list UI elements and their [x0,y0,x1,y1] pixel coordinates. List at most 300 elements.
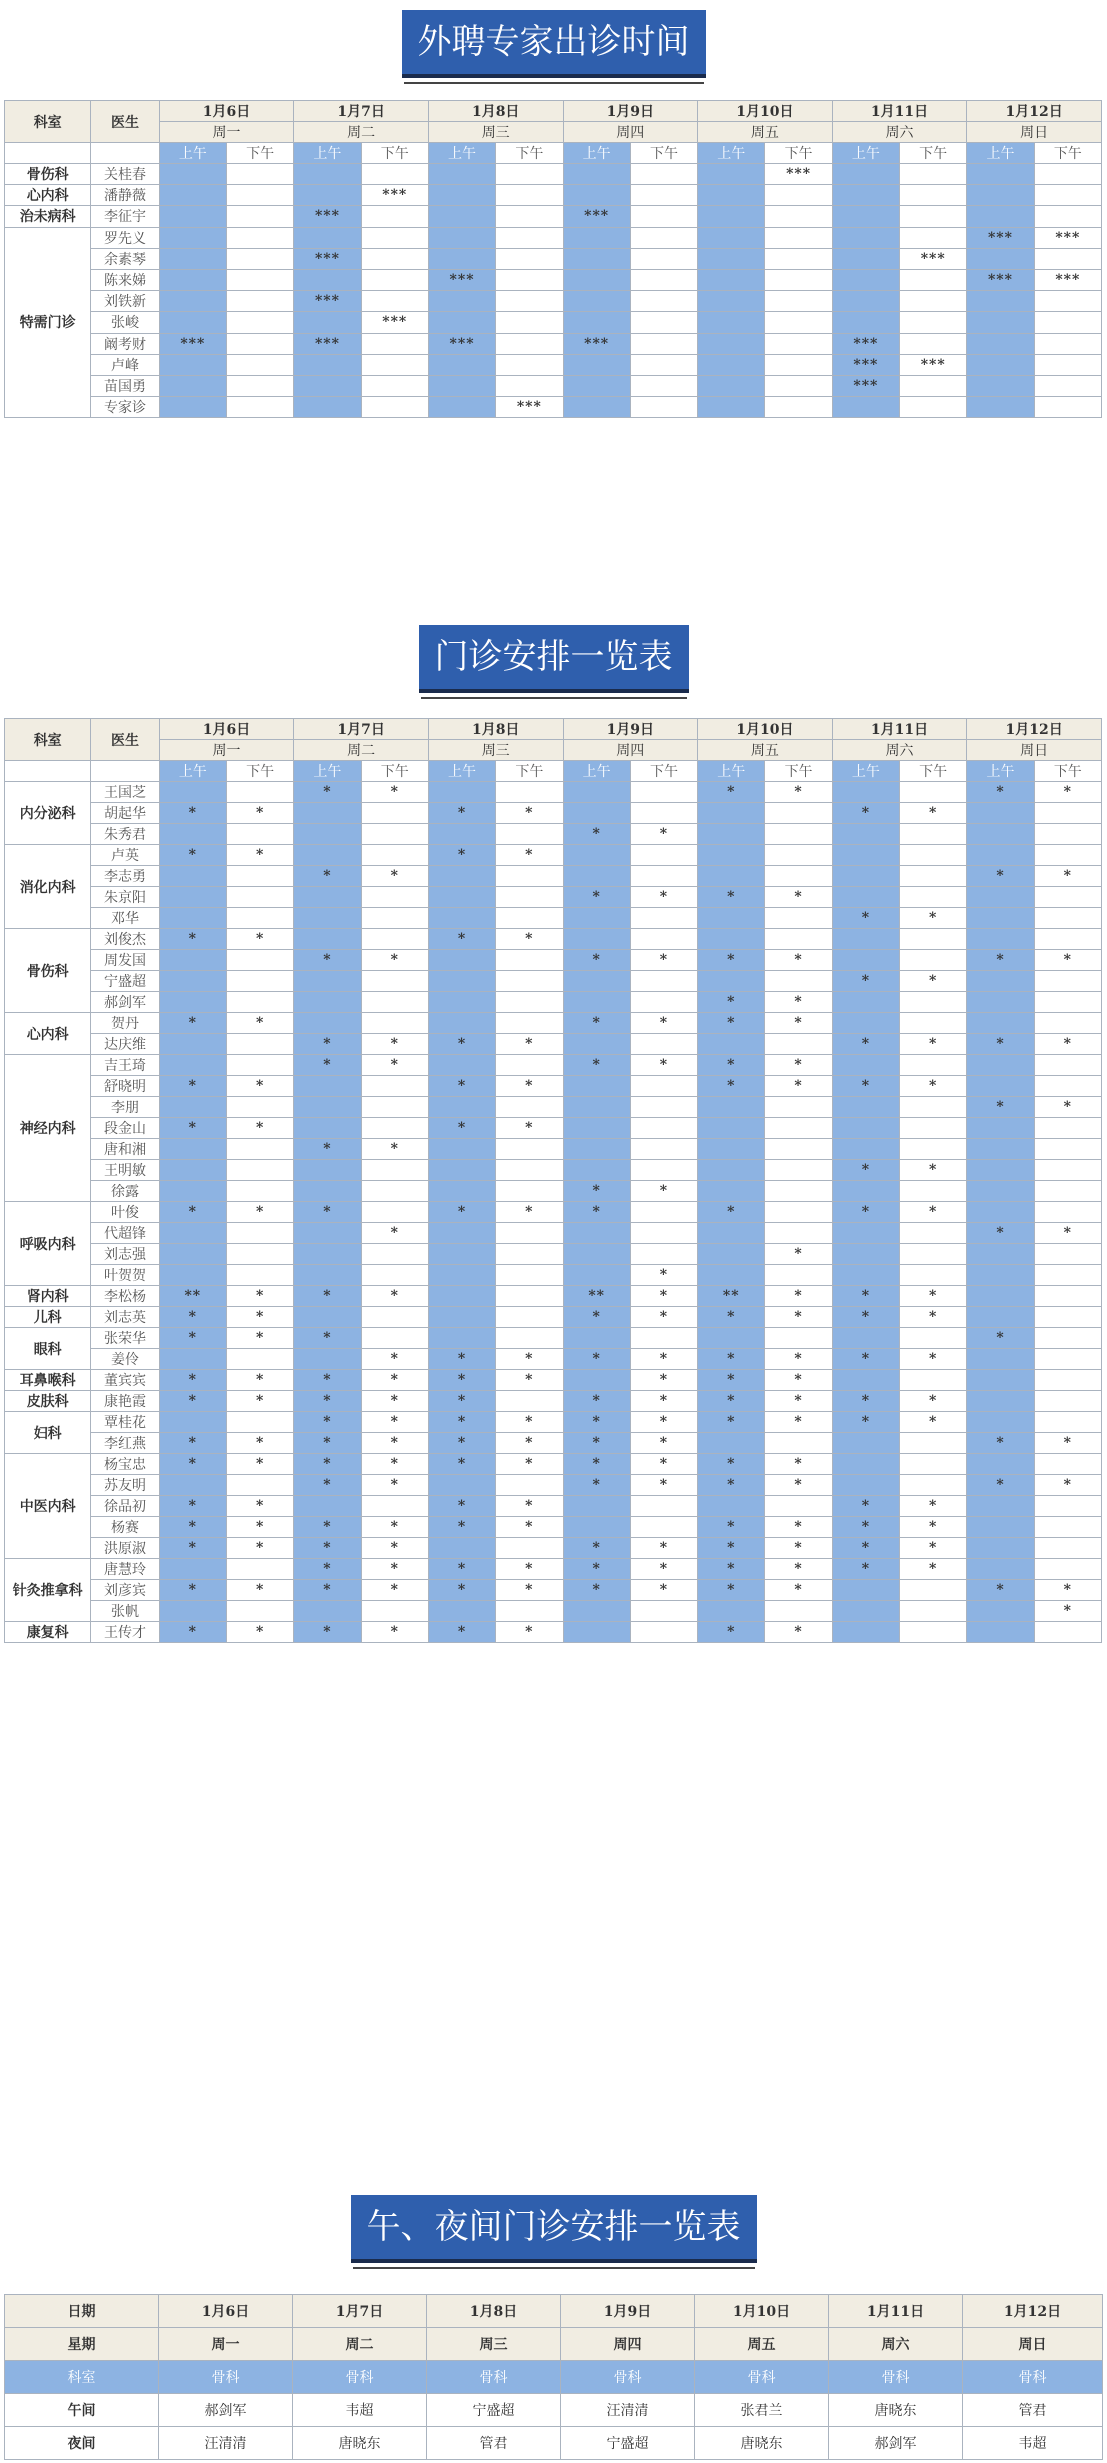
slot-cell: * [832,1202,899,1223]
slot-cell [1034,1538,1101,1559]
slot-cell [294,1349,361,1370]
slot-cell [563,1223,630,1244]
table-row [5,1433,1102,1454]
doctor-cell: 张帆 [91,1601,159,1622]
slot-cell [698,1433,765,1454]
slot-cell: * [698,1391,765,1412]
slot-cell [294,269,361,290]
slot-cell [698,206,765,227]
slot-cell [698,312,765,333]
slot-cell: * [496,1454,563,1475]
title-wrap-1 [0,10,1107,78]
doctor-cell: 邓华 [91,908,159,929]
night-cell: 唐晓东 [695,2427,829,2460]
slot-cell [496,1181,563,1202]
slot-cell: * [832,1538,899,1559]
slot-cell [563,1601,630,1622]
doctor-cell: 朱秀君 [91,824,159,845]
slot-cell: * [361,950,428,971]
slot-cell [294,845,361,866]
slot-cell: *** [496,397,563,418]
slot-cell [496,1244,563,1265]
slot-cell [765,312,832,333]
slot-cell [765,375,832,396]
table-row [5,397,1102,418]
slot-cell [1034,1286,1101,1307]
slot-cell [226,1349,293,1370]
slot-cell: *** [294,248,361,269]
slot-cell: * [563,1412,630,1433]
slot-cell: * [1034,1580,1101,1601]
slot-cell [294,1307,361,1328]
slot-cell [496,992,563,1013]
doctor-cell: 罗先义 [91,227,159,248]
slot-cell: * [563,1559,630,1580]
slot-cell [294,1223,361,1244]
slot-cell: * [832,971,899,992]
table-row [5,333,1102,354]
slot-cell: * [698,1055,765,1076]
slot-cell [1034,1118,1101,1139]
slot-cell [496,375,563,396]
night-cell: 周三 [427,2328,561,2361]
slot-cell [563,929,630,950]
am-header: 上午 [428,143,495,164]
slot-cell [765,1265,832,1286]
slot-cell: * [563,1454,630,1475]
slot-cell [361,803,428,824]
doctor-header: 医生 [91,719,159,761]
dept-cell: 中医内科 [5,1454,91,1559]
doctor-cell: 康艳霞 [91,1391,159,1412]
slot-cell: * [900,1076,967,1097]
slot-cell [765,1496,832,1517]
slot-cell: * [159,1433,226,1454]
slot-cell [226,1559,293,1580]
weekday-header: 周四 [563,740,698,761]
slot-cell: * [159,1076,226,1097]
slot-cell [226,950,293,971]
slot-cell [765,1601,832,1622]
expert-schedule-table [4,100,1102,418]
slot-cell [967,1160,1034,1181]
night-label-week: 星期 [5,2328,159,2361]
date-header: 1月10日 [698,719,833,740]
table-row [5,803,1102,824]
slot-cell [832,887,899,908]
slot-cell [428,1223,495,1244]
slot-cell [294,1118,361,1139]
slot-cell [361,1202,428,1223]
slot-cell: * [226,1580,293,1601]
slot-cell [967,248,1034,269]
slot-cell: * [630,1433,697,1454]
slot-cell: * [294,1391,361,1412]
slot-cell [428,1097,495,1118]
slot-cell [496,1538,563,1559]
night-cell: 汪清清 [159,2427,293,2460]
slot-cell [159,397,226,418]
slot-cell [1034,1307,1101,1328]
slot-cell [496,185,563,206]
slot-cell: *** [967,269,1034,290]
slot-cell: * [698,1517,765,1538]
slot-cell: * [630,1013,697,1034]
slot-cell [832,1244,899,1265]
slot-cell [630,866,697,887]
night-cell: 唐晓东 [829,2394,963,2427]
slot-cell [563,1118,630,1139]
slot-cell: * [226,1391,293,1412]
slot-cell [1034,1454,1101,1475]
slot-cell [832,1433,899,1454]
slot-cell: * [698,1475,765,1496]
slot-cell [361,1097,428,1118]
slot-cell [698,333,765,354]
date-header: 1月12日 [967,719,1102,740]
slot-cell [496,1328,563,1349]
slot-cell [496,1223,563,1244]
slot-cell: * [698,1370,765,1391]
header-row-ampm [5,143,1102,164]
slot-cell [900,1139,967,1160]
slot-cell [428,1055,495,1076]
night-row-week [5,2328,1103,2361]
doctor-cell: 卢英 [91,845,159,866]
slot-cell [294,908,361,929]
slot-cell: * [563,1013,630,1034]
slot-cell: * [832,1349,899,1370]
slot-cell [630,227,697,248]
slot-cell [698,1265,765,1286]
slot-cell [428,908,495,929]
dept-cell: 特需门诊 [5,227,91,418]
table-row [5,1475,1102,1496]
slot-cell [1034,1559,1101,1580]
slot-cell [630,248,697,269]
slot-cell [967,803,1034,824]
slot-cell [630,164,697,185]
slot-cell [159,1244,226,1265]
slot-cell: * [765,1370,832,1391]
slot-cell [361,824,428,845]
slot-cell: * [294,1034,361,1055]
slot-cell [563,1160,630,1181]
slot-cell [159,1139,226,1160]
slot-cell [294,887,361,908]
weekday-header: 周五 [698,122,833,143]
slot-cell: * [900,1391,967,1412]
slot-cell: * [1034,1034,1101,1055]
slot-cell [967,1286,1034,1307]
slot-cell: * [159,845,226,866]
night-label-date: 日期 [5,2295,159,2328]
slot-cell [496,908,563,929]
slot-cell [563,803,630,824]
night-cell: 骨科 [963,2361,1103,2394]
pm-header: 下午 [1034,761,1101,782]
slot-cell [496,1286,563,1307]
slot-cell [226,908,293,929]
slot-cell [967,971,1034,992]
slot-cell [159,248,226,269]
slot-cell [900,1223,967,1244]
slot-cell [361,397,428,418]
slot-cell [967,908,1034,929]
slot-cell [900,1433,967,1454]
slot-cell: * [226,1286,293,1307]
slot-cell: * [361,1034,428,1055]
slot-cell [563,1097,630,1118]
slot-cell [563,992,630,1013]
slot-cell [698,866,765,887]
slot-cell: * [765,1559,832,1580]
slot-cell: * [832,1307,899,1328]
slot-cell [563,1034,630,1055]
slot-cell [630,397,697,418]
slot-cell: * [294,1475,361,1496]
slot-cell [294,375,361,396]
slot-cell [1034,1517,1101,1538]
table-row [5,1076,1102,1097]
slot-cell [1034,1265,1101,1286]
slot-cell: * [563,1349,630,1370]
night-cell: 1月7日 [293,2295,427,2328]
dept-cell: 耳鼻喉科 [5,1370,91,1391]
slot-cell: *** [832,333,899,354]
slot-cell [563,397,630,418]
slot-cell [900,887,967,908]
slot-cell [967,312,1034,333]
slot-cell: * [832,1160,899,1181]
table-row [5,1517,1102,1538]
doctor-cell: 贺丹 [91,1013,159,1034]
slot-cell: * [361,1622,428,1643]
title-wrap-3 [0,2195,1107,2263]
slot-cell [765,333,832,354]
night-label-dept: 科室 [5,2361,159,2394]
slot-cell: * [226,1076,293,1097]
slot-cell [563,1517,630,1538]
slot-cell [361,971,428,992]
date-header: 1月10日 [698,101,833,122]
slot-cell [226,164,293,185]
slot-cell [765,248,832,269]
weekday-header: 周五 [698,740,833,761]
section-title-outpatient: 门诊安排一览表 [419,625,689,693]
slot-cell [226,354,293,375]
slot-cell [496,269,563,290]
slot-cell [159,782,226,803]
dept-cell: 儿科 [5,1307,91,1328]
slot-cell: * [361,1412,428,1433]
slot-cell [967,1496,1034,1517]
slot-cell: * [428,1454,495,1475]
slot-cell [900,375,967,396]
slot-cell [563,312,630,333]
slot-cell [1034,824,1101,845]
slot-cell [226,782,293,803]
table-row [5,206,1102,227]
slot-cell [294,1265,361,1286]
slot-cell: * [496,1202,563,1223]
pm-header: 下午 [765,143,832,164]
slot-cell [159,866,226,887]
slot-cell [698,908,765,929]
doctor-cell: 徐品初 [91,1496,159,1517]
slot-cell: * [1034,1601,1101,1622]
slot-cell [563,1265,630,1286]
slot-cell [159,1034,226,1055]
slot-cell [294,164,361,185]
slot-cell [832,845,899,866]
slot-cell: * [698,1580,765,1601]
table-row [5,1013,1102,1034]
slot-cell [630,354,697,375]
slot-cell [226,206,293,227]
slot-cell [765,1160,832,1181]
slot-cell: * [563,1475,630,1496]
slot-cell [832,291,899,312]
table-row [5,1391,1102,1412]
slot-cell: * [900,1349,967,1370]
slot-cell: * [294,1328,361,1349]
slot-cell [361,248,428,269]
doctor-cell: 杨宝忠 [91,1454,159,1475]
slot-cell: * [496,929,563,950]
slot-cell: *** [765,164,832,185]
slot-cell: * [294,1433,361,1454]
slot-cell: * [159,1328,226,1349]
slot-cell [698,1097,765,1118]
slot-cell [496,1160,563,1181]
slot-cell [226,333,293,354]
slot-cell [428,887,495,908]
slot-cell [496,1055,563,1076]
slot-cell: * [630,1286,697,1307]
slot-cell [967,1391,1034,1412]
night-cell: 汪清清 [561,2394,695,2427]
slot-cell: * [428,1580,495,1601]
slot-cell [361,269,428,290]
slot-cell: * [1034,866,1101,887]
table-row [5,164,1102,185]
slot-cell: * [765,992,832,1013]
slot-cell [630,1202,697,1223]
slot-cell: * [698,1349,765,1370]
slot-cell: * [765,1076,832,1097]
slot-cell [226,866,293,887]
night-cell: 骨科 [695,2361,829,2394]
slot-cell: * [630,1454,697,1475]
slot-cell: * [294,1580,361,1601]
slot-cell: * [428,1118,495,1139]
slot-cell [428,1160,495,1181]
weekday-header: 周二 [294,740,429,761]
slot-cell: * [1034,950,1101,971]
slot-cell [765,227,832,248]
night-label-noon: 午间 [5,2394,159,2427]
weekday-header: 周三 [428,122,563,143]
slot-cell: * [832,908,899,929]
slot-cell [226,375,293,396]
slot-cell: * [159,1013,226,1034]
slot-cell [226,1265,293,1286]
slot-cell [428,375,495,396]
slot-cell [967,1538,1034,1559]
slot-cell [496,333,563,354]
slot-cell [361,291,428,312]
slot-cell: *** [900,354,967,375]
slot-cell: * [698,1538,765,1559]
slot-cell: * [428,1034,495,1055]
slot-cell: * [698,782,765,803]
slot-cell: * [765,1307,832,1328]
slot-cell [832,397,899,418]
slot-cell [496,248,563,269]
dept-cell: 心内科 [5,1013,91,1055]
slot-cell: * [226,1496,293,1517]
slot-cell [967,1181,1034,1202]
table-row [5,1454,1102,1475]
header-row-weekdays [5,122,1102,143]
date-header: 1月9日 [563,719,698,740]
slot-cell: * [765,887,832,908]
slot-cell [900,1097,967,1118]
slot-cell [967,375,1034,396]
slot-cell [563,291,630,312]
table-row [5,1286,1102,1307]
doctor-cell: 卢峰 [91,354,159,375]
slot-cell: * [361,1454,428,1475]
slot-cell [698,845,765,866]
slot-cell [832,227,899,248]
slot-cell [900,1181,967,1202]
slot-cell: * [967,1034,1034,1055]
slot-cell [630,1160,697,1181]
doctor-cell: 覃桂花 [91,1412,159,1433]
slot-cell [496,1601,563,1622]
slot-cell [1034,1181,1101,1202]
slot-cell [563,866,630,887]
slot-cell [159,269,226,290]
slot-cell: * [294,866,361,887]
slot-cell [832,824,899,845]
night-cell: 1月12日 [963,2295,1103,2328]
slot-cell [630,1244,697,1265]
doctor-cell: 叶俊 [91,1202,159,1223]
slot-cell: * [294,782,361,803]
night-cell: 周日 [963,2328,1103,2361]
slot-cell [967,1307,1034,1328]
slot-cell: * [159,1454,226,1475]
table-row [5,248,1102,269]
doctor-cell: 潘静薇 [91,185,159,206]
slot-cell [967,1349,1034,1370]
slot-cell: * [496,1076,563,1097]
doctor-cell: 杨赛 [91,1517,159,1538]
slot-cell [1034,1622,1101,1643]
slot-cell [496,1013,563,1034]
slot-cell [832,1370,899,1391]
slot-cell [428,1265,495,1286]
slot-cell: * [294,1622,361,1643]
slot-cell: * [698,950,765,971]
slot-cell: * [428,929,495,950]
slot-cell [765,845,832,866]
slot-cell [1034,1076,1101,1097]
slot-cell [428,1244,495,1265]
